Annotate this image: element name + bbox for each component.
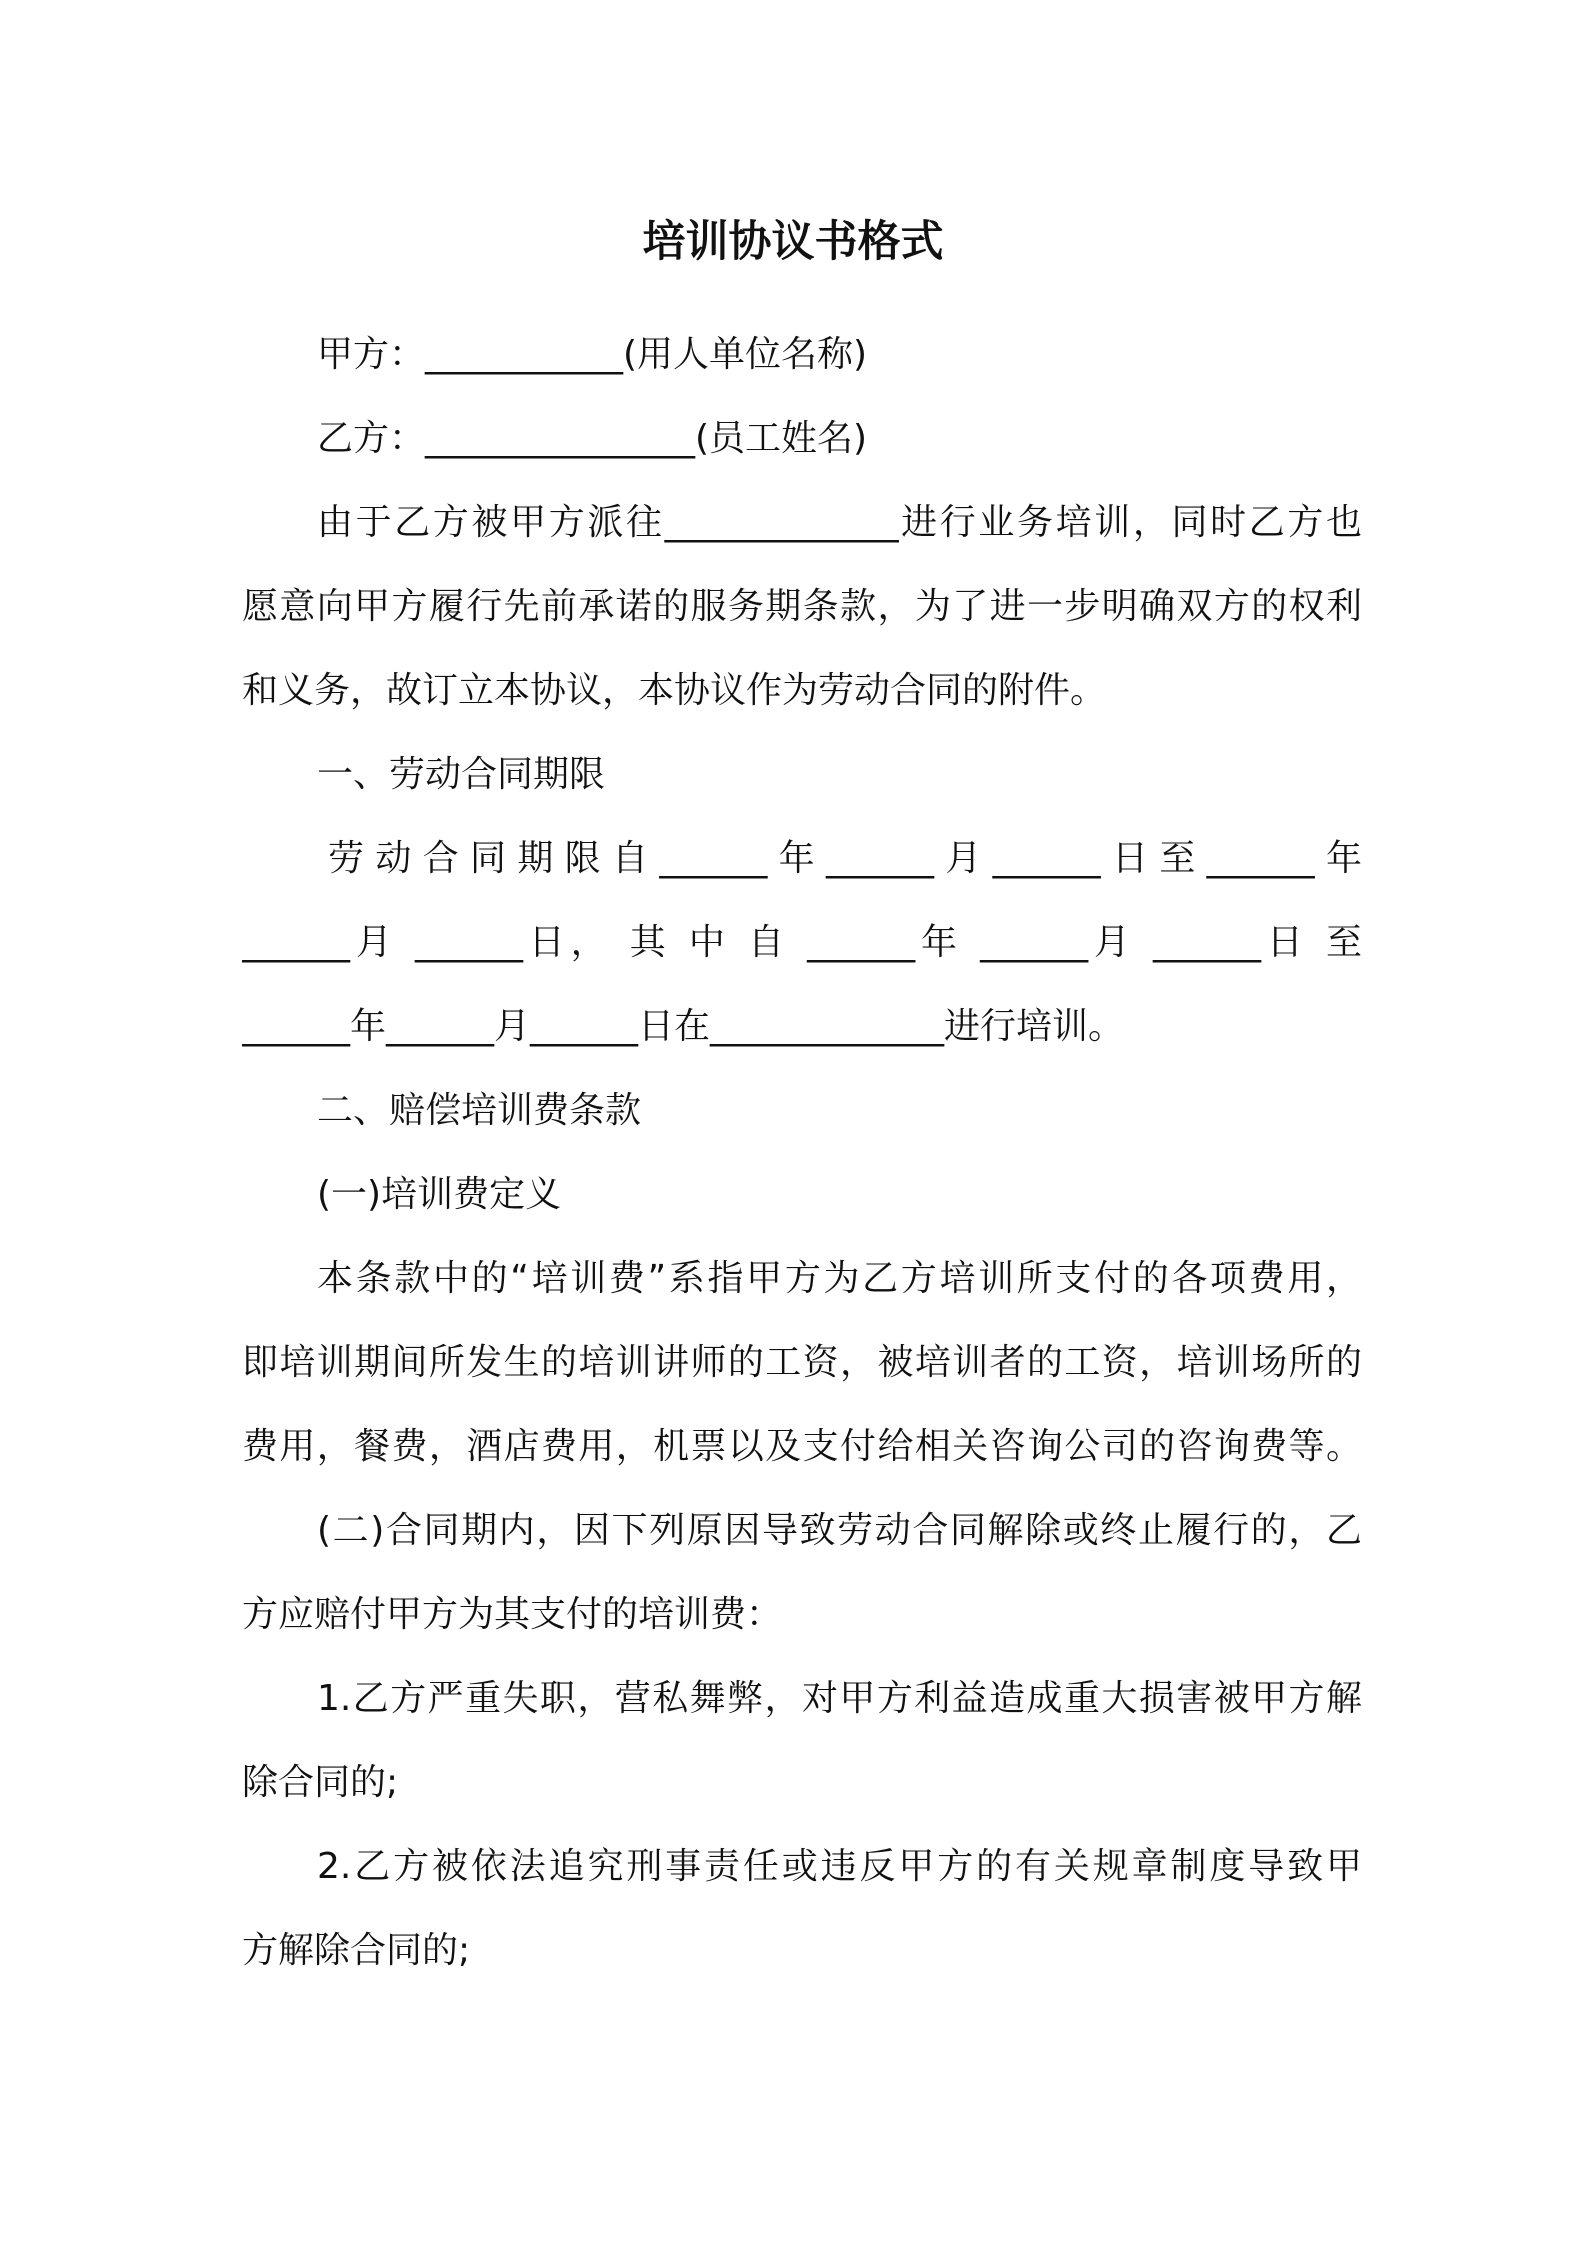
section-heading: 二、赔偿培训费条款 <box>317 1090 642 1131</box>
paragraph-line: 即培训期间所发生的培训讲师的工资，被培训者的工资，培训场所的 <box>242 1342 1362 1383</box>
paragraph-line: 本条款中的“培训费”系指甲方为乙方培训所支付的各项费用， <box>317 1258 1362 1299</box>
paragraph-line: ______年______月______日在_____________进行培训。 <box>242 1006 1125 1047</box>
list-item-line: 除合同的; <box>242 1762 399 1803</box>
paragraph-line: 由于乙方被甲方派往_____________进行业务培训，同时乙方也 <box>317 502 1362 543</box>
list-item-line: 2.乙方被依法追究刑事责任或违反甲方的有关规章制度导致甲 <box>317 1846 1362 1887</box>
subsection-heading: (一)培训费定义 <box>317 1174 562 1215</box>
list-item-line: 1.乙方严重失职，营私舞弊，对甲方利益造成重大损害被甲方解 <box>317 1678 1362 1719</box>
paragraph-line: (二)合同期内，因下列原因导致劳动合同解除或终止履行的，乙 <box>317 1510 1362 1551</box>
paragraph-line: 方应赔付甲方为其支付的培训费： <box>242 1594 783 1635</box>
document-title: 培训协议书格式 <box>642 217 944 267</box>
list-item-line: 方解除合同的; <box>242 1930 471 1971</box>
paragraph-line: 劳动合同期限自______年______月______日至______年 <box>328 838 1362 879</box>
paragraph-line: ______月 ______日， 其 中 自 ______年 ______月 ______日 至 <box>242 922 1362 963</box>
paragraph-line: 愿意向甲方履行先前承诺的服务期条款，为了进一步明确双方的权利 <box>242 586 1362 627</box>
party-b-line: 乙方：_______________(员工姓名) <box>317 418 868 459</box>
section-heading: 一、劳动合同期限 <box>317 754 606 795</box>
party-a-line: 甲方：___________(用人单位名称) <box>317 334 868 375</box>
paragraph-line: 和义务，故订立本协议，本协议作为劳动合同的附件。 <box>242 670 1107 711</box>
paragraph-line: 费用，餐费，酒店费用，机票以及支付给相关咨询公司的咨询费等。 <box>242 1426 1362 1467</box>
